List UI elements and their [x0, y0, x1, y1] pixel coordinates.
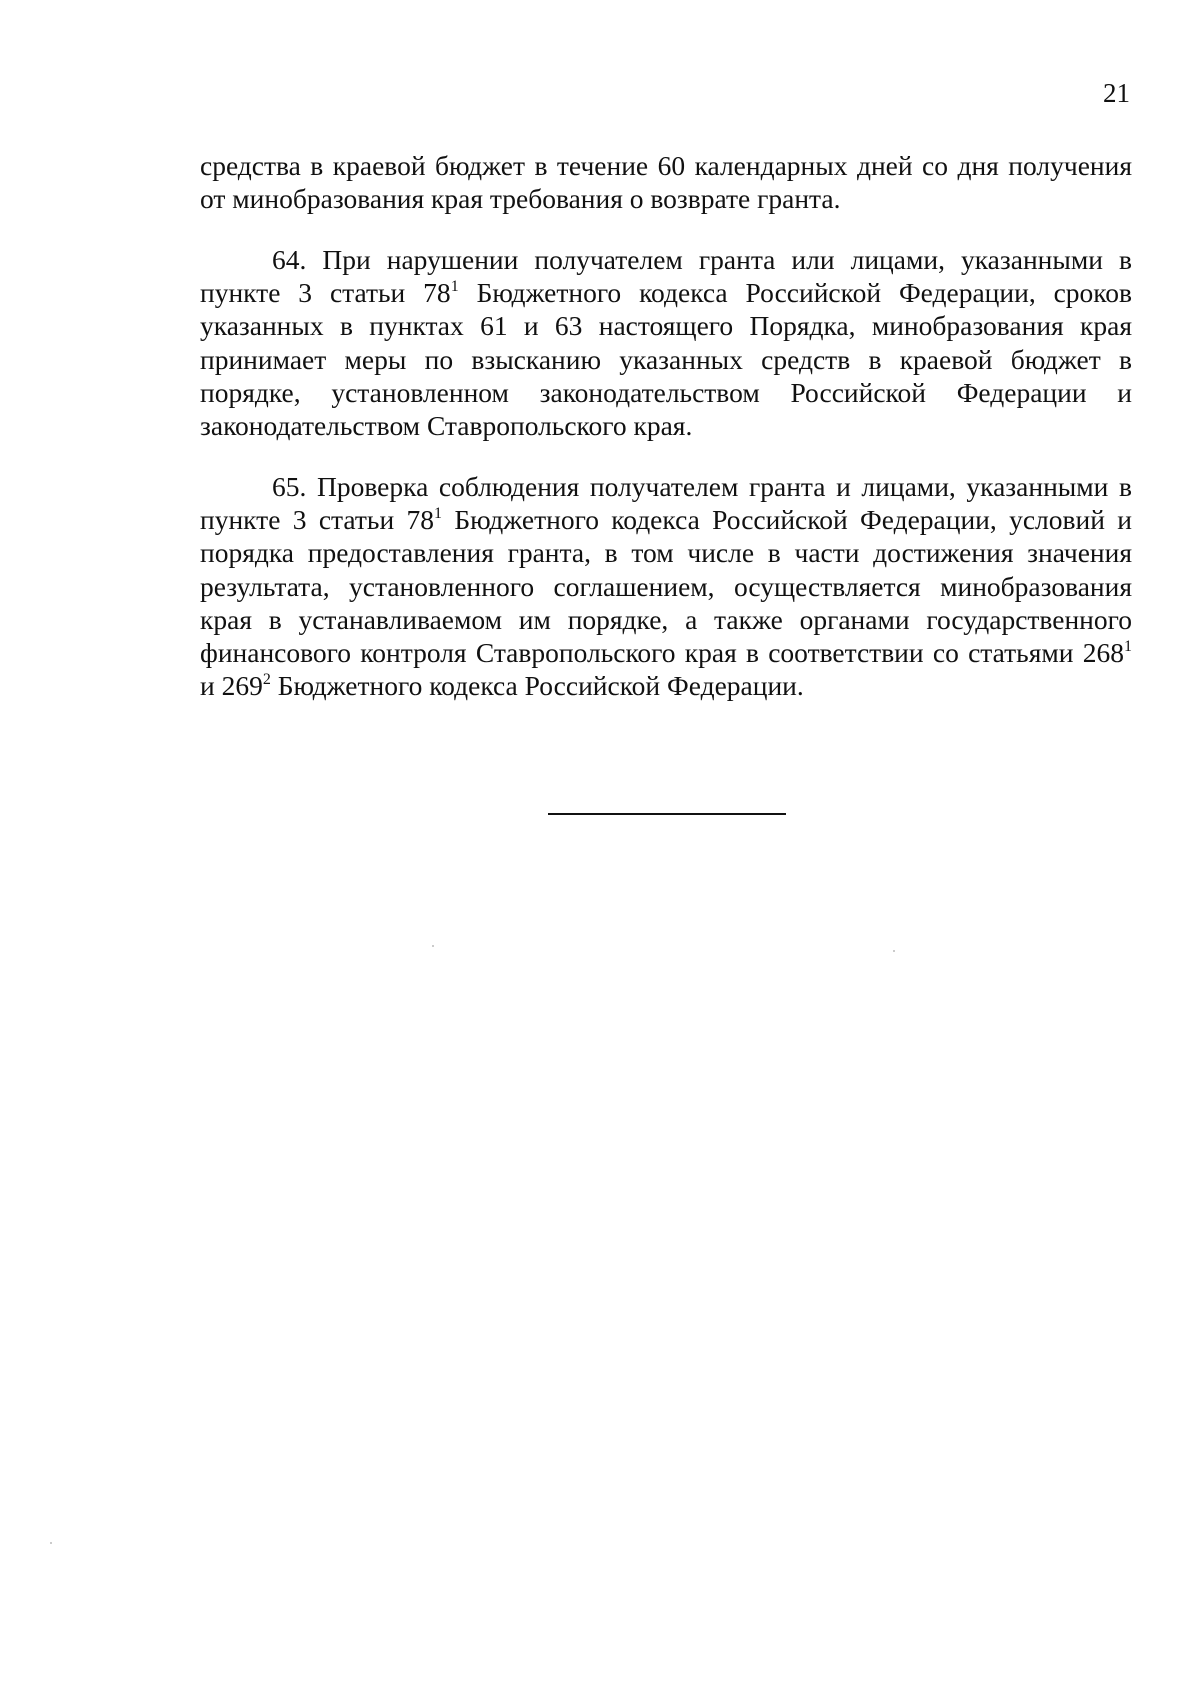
paragraph-64-part2: Бюджетного кодекса Российской Федерации, сроков указанных в пунктах 61 и 63 настоящего Порядка, минобразования края принимает меры по взысканию указанных средств в краевой бюджет в порядке, установленном законодательством Российской Федерации и законодательством Ставропольского края. [200, 277, 1132, 442]
paragraph-65-part3: и 269 [200, 670, 263, 702]
paragraph-65-part4: Бюджетного кодекса Российской Федерации. [270, 670, 804, 702]
paragraph-65-superscript-3: 2 [262, 671, 271, 689]
continuation-paragraph [200, 149, 1132, 215]
paragraph-65-superscript-1: 1 [434, 505, 442, 523]
paragraph-65-text [200, 470, 1132, 702]
paragraph-65-superscript-2: 1 [1124, 638, 1132, 656]
scan-speck [50, 1542, 52, 1544]
end-of-document-rule [548, 813, 786, 815]
scan-speck [893, 950, 895, 952]
continuation-text: средства в краевой бюджет в течение 60 календарных дней со дня получения от минобразования края требования о возврате гранта. [200, 150, 1132, 215]
paragraph-64-superscript-1: 1 [450, 278, 459, 296]
paragraph-64-part1: 64. При нарушении получателем гранта или лицами, указанными в пункте 3 статьи 78 [200, 244, 1132, 309]
paragraph-65-part2: Бюджетного кодекса Российской Федерации, условий и порядка предоставления гранта, в том числе в части достижения значения результата, установленного соглашением, осуществляется минобразования края в устанавливаемом им порядке, а также органами государственного финансового контроля Ставропольского края в соответствии со статьями 268 [200, 504, 1132, 669]
paragraph-64 [200, 243, 1132, 442]
paragraph-64-text [200, 243, 1132, 442]
paragraph-65-part1: 65. Проверка соблюдения получателем гранта и лицами, указанными в пункте 3 статьи 78 [200, 471, 1132, 536]
page-number: 21 [1103, 78, 1130, 108]
scan-speck [432, 945, 434, 947]
paragraph-65 [200, 470, 1132, 702]
